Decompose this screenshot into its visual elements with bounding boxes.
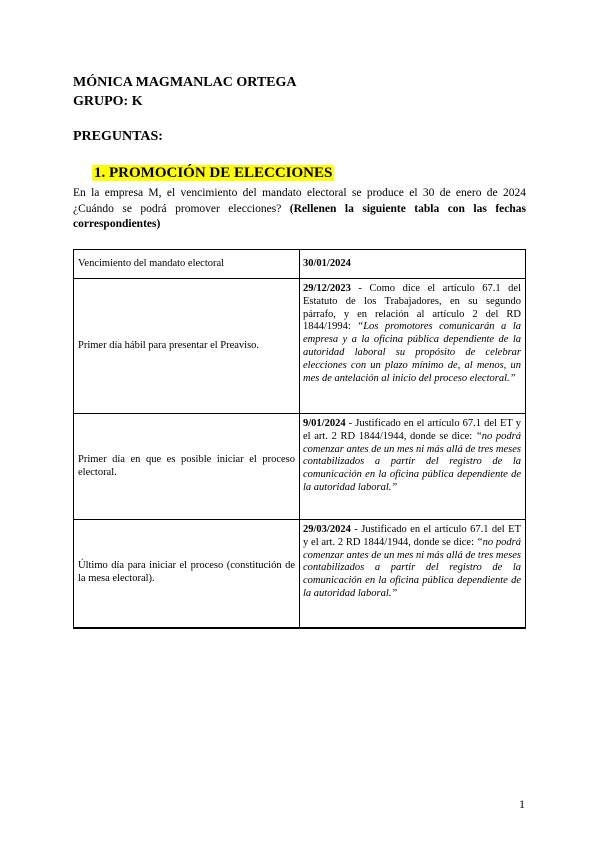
row-text: - Justificado en el artículo 67.1 del ET y el art. 2 RD 1844/1944, donde se dice: <box>303 418 521 442</box>
row-label: Vencimiento del mandato electoral <box>74 250 300 279</box>
row-label: Primer día hábil para presentar el Preaviso. <box>74 279 300 414</box>
row-date: 29/12/2023 <box>303 283 351 294</box>
author-block <box>73 73 297 111</box>
row-value <box>300 250 526 279</box>
row-date: 30/01/2024 <box>303 257 351 269</box>
row-label: Último día para iniciar el proceso (constitución de la mesa electoral). <box>74 520 300 628</box>
intro-text: En la empresa M, el vencimiento del mandato electoral se produce el 30 de enero de 2024 ¿Cuándo se podrá promover elecciones? <box>73 187 526 215</box>
row-value <box>300 279 526 414</box>
questions-heading: PREGUNTAS: <box>73 129 163 144</box>
row-quote: “no podrá comenzar antes de un mes ni más allá de tres meses contabilizados a partir del registro de la comunicación en la oficina pública dependiente de la autoridad laboral.” <box>303 430 521 493</box>
intro-paragraph <box>73 186 526 233</box>
table-row <box>74 520 526 628</box>
row-value <box>300 520 526 628</box>
dates-table <box>73 249 526 629</box>
row-text: - Como dice el artículo 67.1 del Estatuto de los Trabajadores, en su segundo párrafo, y en relación al artículo 2 del RD 1844/1994: <box>303 283 521 333</box>
row-date: 9/01/2024 <box>303 418 346 429</box>
row-value <box>300 414 526 520</box>
row-quote: “Los promotores comunicarán a la empresa y a la oficina pública dependiente de la autoridad laboral su propósito de celebrar elecciones con un plazo mínimo de, al menos, un mes de antelación al inicio del proceso electoral.” <box>303 321 521 384</box>
row-date: 29/03/2024 <box>303 524 351 535</box>
table-row <box>74 414 526 520</box>
section-title: 1. PROMOCIÓN DE ELECCIONES <box>94 165 333 181</box>
table-row <box>74 250 526 279</box>
author-name: MÓNICA MAGMANLAC ORTEGA <box>73 75 297 90</box>
row-text: - Justificado en el artículo 67.1 del ET y el art. 2 RD 1844/1944, donde se dice: <box>303 524 521 548</box>
page-number: 1 <box>519 797 525 811</box>
intro-instruction: (Rellenen la siguiente tabla con las fechas correspondientes) <box>73 202 526 230</box>
group-label: GRUPO: K <box>73 94 143 109</box>
row-label: Primer día en que es posible iniciar el proceso electoral. <box>74 414 300 520</box>
table-row <box>74 279 526 414</box>
row-quote: “no podrá comenzar antes de un mes ni más allá de tres meses contabilizados a partir del registro de la comunicación en la oficina pública dependiente de la autoridad laboral.” <box>303 536 521 599</box>
section-heading <box>92 165 334 182</box>
